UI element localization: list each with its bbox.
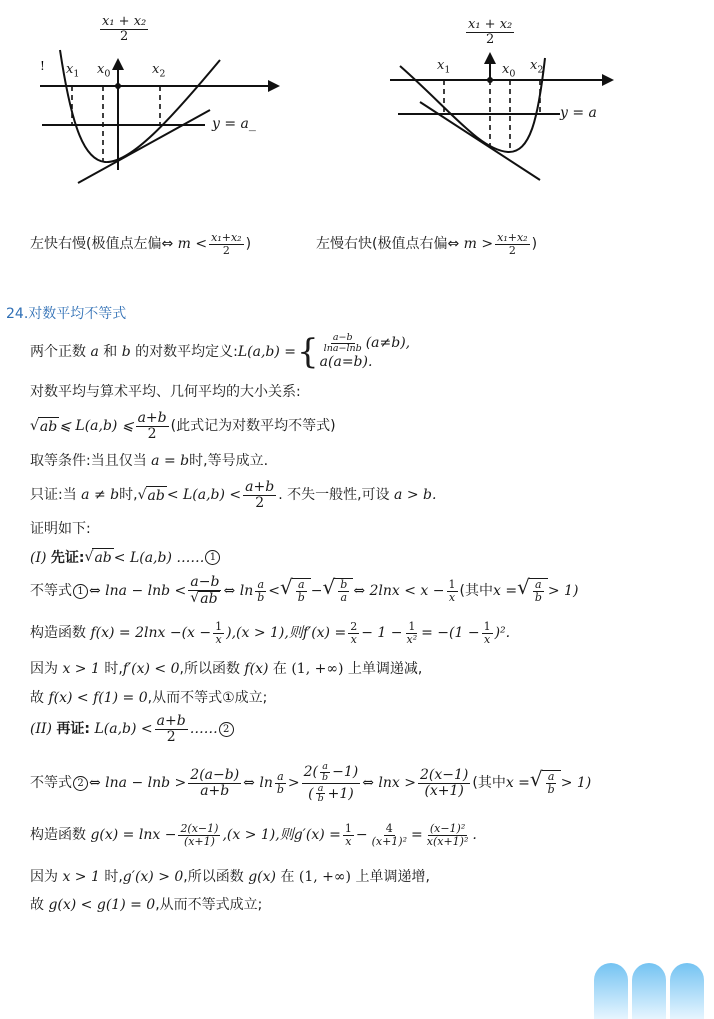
tangent-line [78,110,210,183]
decorative-blob-3 [670,963,704,1019]
y-axis-arrow [112,58,124,70]
proof-follows: 证明如下: [30,521,91,537]
caption-right: 左慢右快(极值点右偏⇔ m > $\frac{\text{x₁+x₂}}{2}$ ) [316,230,538,257]
construct-g-line: 构造函数 g(x) = lnx − $\frac{2(x-1)}{(x+1)}$ ,(x > 1),则 g′(x) = $\frac{1}{x}$ − $\frac{4}{\text{(x+1)²}}$ = $\frac{\text{(x−1)²}}{\text{x(x+1)²}}$ . [30,821,477,848]
decorative-blob-1 [594,963,628,1019]
circle-two: 2 [219,722,234,737]
y-axis-arrow [484,52,496,64]
hence-two-line: 故 g(x) < g(1) = 0 ,从而不等式成立; [30,897,263,913]
decorative-blob-2 [632,963,666,1019]
left-brace: { [297,332,319,372]
fig-left-x1: $x_1$ [66,62,80,80]
fig-right-line-label: y = a [560,105,597,121]
fig-left-x0: $x_0$ [97,62,111,80]
fig-right-x2: $x_2$ [530,58,544,76]
piecewise-cases: $\frac{a-b}{\ln a-\ln b}$ (a≠b), a(a=b). [319,331,411,371]
x-axis-arrow [602,74,614,86]
x-axis-arrow [268,80,280,92]
figure-left-left-skew [30,10,280,195]
fig-left-x2: $x_2$ [152,62,166,80]
curve [60,50,220,162]
inequality-one-chain: 不等式 1 ⇔ lna − lnb < a−b √ ab ⇔ ln $\frac{a}{b}$ < √ $\frac{a}{b}$ − √ $\frac{b}{a}$ ⇔ 2lnx < x − $\frac{1}{x}$ (其中 x = √ $\frac{a}{b}$ > 1) [30,574,579,607]
step-two-heading: (II) 再证: L(a,b) < $\frac{a+b}{2}$ …… 2 [30,712,235,746]
equality-condition: 取等条件:当且仅当 a = b 时,等号成立. [30,453,269,469]
monotonic-increasing-line: 因为 x > 1 时, g′(x) > 0 ,所以函数 g(x) 在 (1, +∞) 上单调递增, [30,869,430,885]
fig-right-x0: $x_0$ [502,62,516,80]
section-title: 对数平均不等式 [28,306,127,322]
caption-left: 左快右慢(极值点左偏⇔ m < $\frac{\text{x₁+x₂}}{2}$ ) [30,230,252,257]
tick-mark: ! [40,59,45,73]
inequality-two-chain: 不等式 2 ⇔ lna − lnb > $\frac{2(a-b)}{a+b}$ ⇔ ln $\frac{a}{b}$ > 2( $\frac{a}{b}$ −1) ( $\frac{a}{b}$ +1) ⇔ lnx > $\frac{2(x-1)}{(x+1)}$ (其中 x = √ $\frac{a}{b}$ > 1) [30,760,592,805]
fig-right-midpoint-label: $\frac{\text{x₁ + x₂}}{2}$ [468,17,513,47]
section-number: 24. [6,306,29,322]
proof-only-line: 只证:当 a ≠ b 时, √ ab < L(a,b) < $\frac{a+b}{2}$ . 不失一般性,可设 a > b. [30,478,437,511]
curve [400,58,545,152]
section-heading [6,303,126,323]
step-one-heading: (I) 先证: √ ab < L(a,b) …… 1 [30,548,221,567]
fig-left-line-label: y = a_ [212,116,256,132]
monotonic-decreasing-line: 因为 x > 1 时, f′(x) < 0 ,所以函数 f(x) 在 (1, +∞) 上单调递减, [30,661,423,677]
definition-line: 两个正数 a 和 b 的对数平均定义: L(a,b) = { $\frac{a-b}{\ln a-\ln b}$ (a≠b), a(a=b). [30,331,411,372]
hence-one-line: 故 f(x) < f(1) = 0 ,从而不等式①成立; [30,690,268,706]
main-inequality: √ ab ⩽ L(a,b) ⩽ $\frac{a+b}{2}$ (此式记为对数平均不等式) [30,409,336,442]
relation-line: 对数平均与算术平均、几何平均的大小关系: [30,384,301,400]
construct-f-line: 构造函数 f(x) = 2lnx − (x − $\frac{1}{x}$ ),(x > 1),则 f′(x) = $\frac{2}{x}$ − 1 − $\frac{1}{\text{x²}}$ = −(1 − $\frac{1}{x}$ )². [30,619,511,646]
fig-left-midpoint-label: $\frac{\text{x₁ + x₂}}{2}$ [102,14,147,44]
fig-right-x1: $x_1$ [437,58,451,76]
circle-one: 1 [205,550,220,565]
